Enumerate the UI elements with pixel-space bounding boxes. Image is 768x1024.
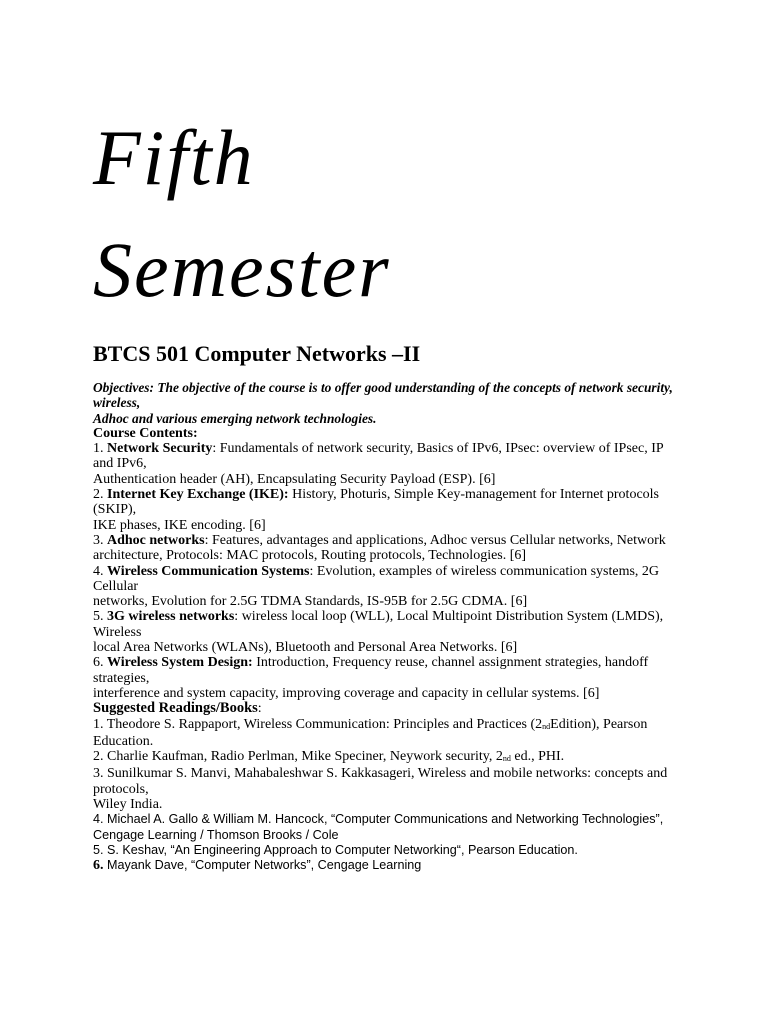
unit-number: 6. xyxy=(93,655,107,671)
unit-text-continued: networks, Evolution for 2.5G TDMA Standards, IS-95B for 2.5G CDMA. [6] xyxy=(93,594,528,610)
unit-name: Wireless Communication Systems xyxy=(107,563,310,579)
unit-1 xyxy=(93,441,683,487)
course-content xyxy=(93,380,683,874)
unit-separator: : xyxy=(204,532,213,548)
objectives xyxy=(93,380,683,426)
unit-name: Network Security xyxy=(107,441,213,457)
unit-text: Fundamentals of network security, Basics of IPv6, IPsec: overview of IPsec, IP and IPv6, xyxy=(93,441,664,472)
reading-4 xyxy=(93,812,683,843)
reading-5: 5. S. Keshav, “An Engineering Approach to Computer Networking“, Pearson Education. xyxy=(93,842,578,857)
unit-separator: : xyxy=(234,609,242,625)
unit-text: Features, advantages and applications, Adhoc versus Cellular networks, Network architecture, Protocols: MAC protocols, Routing protocols, Technologies. [6] xyxy=(93,532,666,564)
reading-text-end: ed., PHI. xyxy=(510,749,565,765)
unit-number: 3. xyxy=(93,532,107,548)
unit-text-continued: IKE phases, IKE encoding. [6] xyxy=(93,517,266,533)
unit-text-continued: local Area Networks (WLANs), Bluetooth and Personal Area Networks. [6] xyxy=(93,640,518,656)
reading-1 xyxy=(93,717,683,750)
unit-name: Internet Key Exchange (IKE): xyxy=(107,487,289,503)
reading-6 xyxy=(93,858,683,873)
superscript: nd xyxy=(542,721,551,731)
unit-3 xyxy=(93,533,683,564)
reading-3 xyxy=(93,766,683,812)
reading-text-continued: Cengage Learning / Thomson Brooks / Cole xyxy=(93,827,339,842)
reading-number: 6. xyxy=(93,858,104,874)
unit-name: 3G wireless networks xyxy=(107,609,235,625)
readings-heading-line xyxy=(93,701,683,716)
unit-separator: : xyxy=(212,441,220,457)
unit-text: Introduction, Frequency reuse, channel assignment strategies, handoff strategies, xyxy=(93,655,649,686)
reading-text-continued: Wiley India. xyxy=(93,797,163,813)
reading-text: 4. Michael A. Gallo & William M. Hancock, “Computer Communications and Networking Technologies”, xyxy=(93,812,664,827)
unit-number: 2. xyxy=(93,487,107,503)
semester-title-line1: Fifth xyxy=(93,114,255,201)
reading-text-end: Edition), Pearson Education. xyxy=(93,716,648,749)
unit-number: 5. xyxy=(93,609,107,625)
objectives-line2: Adhoc and various emerging network technologies. xyxy=(93,410,377,426)
reading-text: 1. Theodore S. Rappaport, Wireless Communication: Principles and Practices (2 xyxy=(93,716,543,732)
unit-2 xyxy=(93,487,683,533)
unit-text-continued: Authentication header (AH), Encapsulating Security Payload (ESP). [6] xyxy=(93,471,496,487)
unit-number: 1. xyxy=(93,441,107,457)
readings-colon: : xyxy=(257,701,262,717)
unit-text-continued: interference and system capacity, improving coverage and capacity in cellular systems. [6] xyxy=(93,685,600,701)
objectives-line1: Objectives: The objective of the course is to offer good understanding of the concepts of network security, wireless, xyxy=(93,380,673,411)
unit-6 xyxy=(93,655,683,701)
unit-text: wireless local loop (WLL), Local Multipoint Distribution System (LMDS), Wireless xyxy=(93,609,664,640)
readings-heading: Suggested Readings/Books xyxy=(93,700,258,717)
unit-text: History, Photuris, Simple Key-management for Internet protocols (SKIP), xyxy=(93,487,659,518)
unit-number: 4. xyxy=(93,563,107,579)
reading-text: Mayank Dave, “Computer Networks”, Cengage Learning xyxy=(103,858,422,873)
reading-2 xyxy=(93,749,683,766)
unit-4 xyxy=(93,564,683,610)
unit-name: Wireless System Design: xyxy=(107,655,253,671)
unit-5 xyxy=(93,609,683,655)
course-title: BTCS 501 Computer Networks –II xyxy=(93,341,421,366)
reading-text: 3. Sunilkumar S. Manvi, Mahabaleshwar S. Kakkasageri, Wireless and mobile networks: concepts and protocols, xyxy=(93,766,668,797)
semester-title xyxy=(93,102,391,326)
course-contents-heading: Course Contents: xyxy=(93,425,198,441)
reading-text: 2. Charlie Kaufman, Radio Perlman, Mike Speciner, Neywork security, 2 xyxy=(93,749,503,765)
semester-title-line2: Semester xyxy=(93,226,391,313)
unit-text: Evolution, examples of wireless communication systems, 2G Cellular xyxy=(93,563,660,594)
unit-name: Adhoc networks xyxy=(107,532,205,548)
superscript: nd xyxy=(502,754,511,764)
unit-separator: : xyxy=(309,563,317,579)
